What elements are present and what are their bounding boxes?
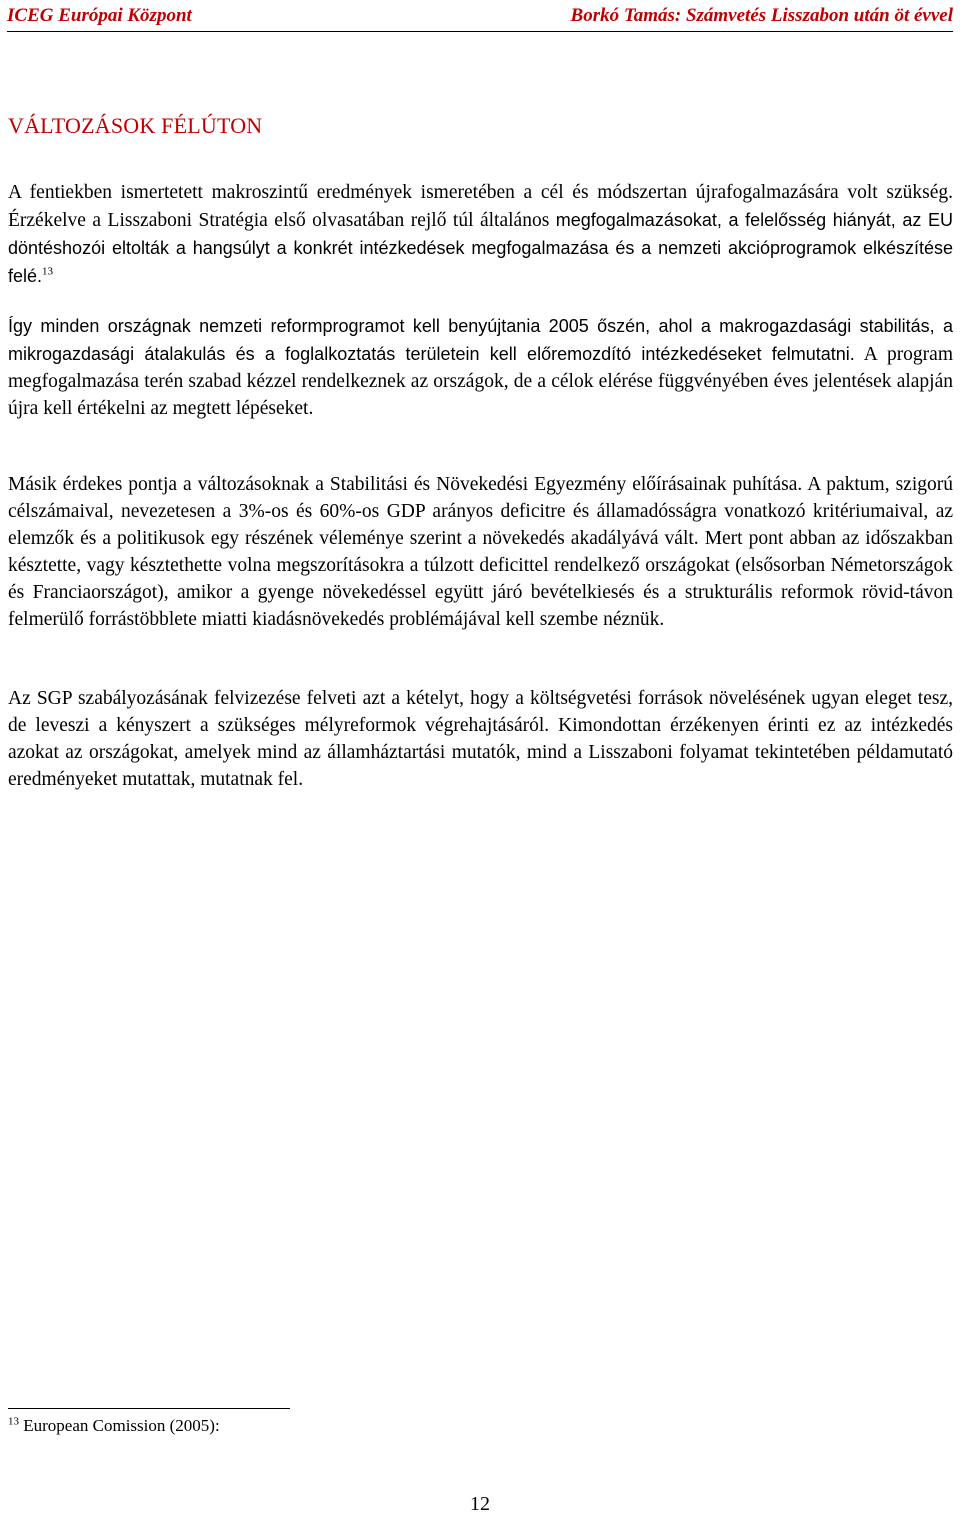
footnote-number: 13: [8, 1415, 19, 1428]
section-title: VÁLTOZÁSOK FÉLÚTON: [8, 113, 263, 138]
paragraph-4: Az SGP szabályozásának felvizezése felveti azt a kételyt, hogy a költségvetési források növelésének ugyan eleget tesz, de leveszi a kényszert a szükséges mélyreformok végrehajtásáról. Kimondottan érzékenyen érinti ez az intézkedés azokat az országokat, amelyek mind az államháztartási mutatók, mind a Lisszaboni folyamat tekintetében példamutató eredményeket mutattak, mutatnak fel.: [8, 688, 953, 790]
paragraph-2-serif-text: A program megfogalmazása terén szabad kézzel rendelkeznek az országok, de a célok elérése függvényében éves jelentések alapján újra kell értékelni az megtett lépéseket.: [8, 343, 954, 419]
paragraph-2-sans-text: Így minden országnak nemzeti reformprogramot kell benyújtania 2005 őszén, ahol a makrogazdasági stabilitás, a mikrogazdasági átalakulás és a foglalkoztatás területein kell előremozdító intézkedéseket felmutatni.: [8, 316, 953, 364]
paragraph-1-serif-text: A fentiekben ismertetett makroszintű eredmények ismeretében a cél és módszertan újrafogalmazására volt szükség. Érzékelve a Lisszaboni Stratégia első olvasatában rejlő túl általános: [8, 182, 953, 231]
footnote: [8, 1416, 220, 1436]
paragraph-1: [8, 180, 953, 291]
header-author-title: Borkó Tamás: Számvetés Lisszabon után öt évvel: [570, 5, 953, 26]
paragraph-2: [8, 313, 953, 423]
footnote-reference: 13: [42, 265, 54, 278]
footnote-separator: [8, 1408, 290, 1409]
running-header: [7, 3, 953, 32]
paragraph-1-sans-text: megfogalmazásokat, a felelősség hiányát, az EU döntéshozói eltolták a hangsúlyt a konkrét intézkedések megfogalmazása és a nemzeti akcióprogramok elkészítése felé.: [8, 209, 953, 286]
header-organization: ICEG Európai Központ: [7, 5, 192, 26]
footnote-text: European Comission (2005):: [19, 1416, 220, 1435]
paragraph-3: Másik érdekes pontja a változásoknak a Stabilitási és Növekedési Egyezmény előírásainak puhítása. A paktum, szigorú célszámaival, nevezetesen a 3%-os és 60%-os GDP arányos deficitre és államadósságra vonatkozó kritériumaival, az elemzők és a politikusok egy részének véleménye szerint a növekedés akadályává vált. Mert pont abban az időszakban késztette, vagy késztethette volna megszorításokra a túlzott deficittel rendelkező országokat (elsősorban Németországok és Franciaországot), amikor a gyenge növekedéssel együtt járó bevételkiesés és a strukturális reformok rövid-távon felmerülő forrástöbblete miatti kiadásnövekedés problémájával kell szembe néznük.: [8, 474, 953, 630]
page-number: 12: [470, 1493, 490, 1515]
